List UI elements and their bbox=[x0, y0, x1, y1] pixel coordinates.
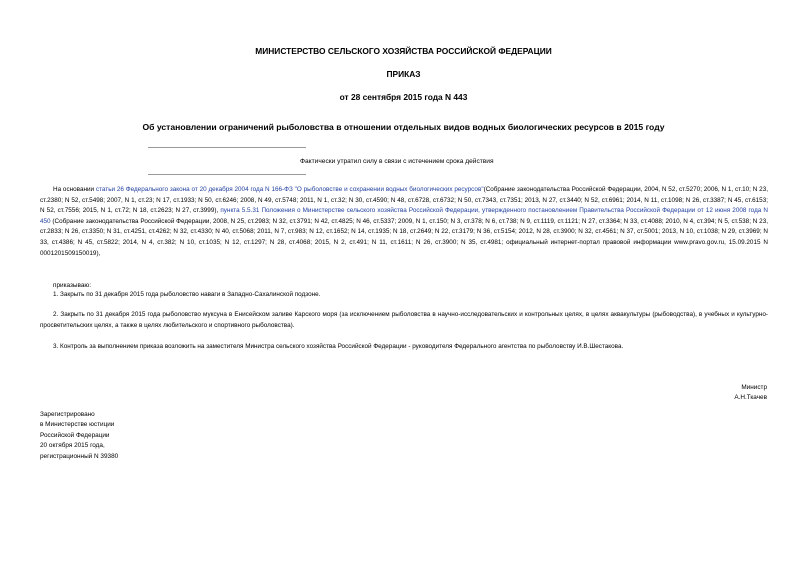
registration-line: Зарегистрировано bbox=[40, 411, 95, 418]
registration-line: регистрационный N 39380 bbox=[40, 452, 119, 460]
preamble-paragraph bbox=[40, 185, 768, 259]
law-article-link[interactable]: статьи 26 Федерального закона от 20 декабря 2004 года N 166-ФЗ "О рыболовстве и сохранении водных биологических ресурсов" bbox=[95, 186, 484, 193]
divider-bottom bbox=[148, 174, 306, 175]
order-word: приказываю: bbox=[53, 282, 91, 289]
preamble-citations-1: (Собрание законодательства Российской Федерации, 2004, N 52, ст.5270; 2006, N 1, ст.10; N 23, ст.2380; N 52, ст.5498; 2007, N 1, ст.23; N 17, ст.1933; N 50, ст.6246; 2008, N 49, ст.5748; 2011, N 1, ст.32; N 30, ст.4590; N 48, ст.6728, ст.6732; N 50, ст.7343, ст.7351; 2013, N 27, ст.3440; N 52, ст.6961; 2014, N 11, ст.1098; N 26, ст.3387; N 45, ст.6153; N 52, ст.7556; 2015, N 1, ст.72; N 18, ст.2623; N 27, ст.3999), bbox=[40, 186, 768, 215]
document-date-number: от 28 сентября 2015 года N 443 bbox=[339, 92, 468, 102]
regulation-link[interactable]: пункта 5.5.31 Положения о Министерстве сельского хозяйства Российской Федерации, утвержденного постановлением Правительства Российской Федерации от 12 июня 2008 года N 450 bbox=[40, 207, 768, 225]
order-item-3: 3. Контроль за выполнением приказа возложить на заместителя Министра сельского хозяйства Российской Федерации - руководителя Федерального агентства по рыболовству И.В.Шестакова. bbox=[53, 343, 624, 350]
preamble-lead: На основании bbox=[53, 186, 96, 193]
ministry-heading: МИНИСТЕРСТВО СЕЛЬСКОГО ХОЗЯЙСТВА РОССИЙСКОЙ ФЕДЕРАЦИИ bbox=[255, 46, 552, 56]
status-note: Фактически утратил силу в связи с истечением срока действия bbox=[300, 158, 494, 165]
registration-line: в Министерстве юстиции bbox=[40, 421, 115, 429]
registration-line: 20 октября 2015 года, bbox=[40, 442, 105, 450]
order-item-1: 1. Закрыть по 31 декабря 2015 года рыболовство наваги в Западно-Сахалинской подзоне. bbox=[53, 291, 321, 298]
document-title: Об установлении ограничений рыболовства в отношении отдельных видов водных биологических ресурсов в 2015 году bbox=[142, 122, 665, 132]
signature-block bbox=[734, 383, 767, 403]
preamble-citations-2: (Собрание законодательства Российской Федерации, 2008, N 25, ст.2983; N 32, ст.3791; N 42, ст.4825; N 46, ст.5337; 2009, N 1, ст.150; N 3, ст.378; N 6, ст.738; N 9, ст.1119, ст.1121; N 27, ст.3364; N 33, ст.4088; 2010, N 4, ст.394; N 5, ст.538; N 23, ст.2833; N 26, ст.3350; N 31, ст.4251, ст.4262; N 32, ст.4330; N 40, ст.5068; 2011, N 7, ст.983; N 12, ст.1652; N 14, ст.1935; N 18, ст.2649; N 22, ст.3179; N 36, ст.5154; 2012, N 28, ст.3900; N 32, ст.4561; N 37, ст.5001; 2013, N 10, ст.1038; N 29, ст.3969; N 33, ст.4386; N 45, ст.5822; 2014, N 4, ст.382; N 10, ст.1035; N 12, ст.1297; N 28, ст.4068; 2015, N 2, ст.491; N 11, ст.1611; N 26, ст.3900; N 35, ст.4981; официальный интернет-портал правовой информации www.pravo.gov.ru, 15.09.2015 N 0001201509150019), bbox=[40, 217, 768, 257]
divider-top bbox=[148, 147, 306, 148]
signature-position: Министр bbox=[741, 384, 767, 391]
registration-line: Российской Федерации bbox=[40, 431, 110, 439]
signature-name: А.Н.Ткачев bbox=[734, 394, 767, 402]
registration-block bbox=[40, 410, 118, 462]
document-type: ПРИКАЗ bbox=[386, 69, 421, 79]
order-item-2: 2. Закрыть по 31 декабря 2015 года рыболовство муксуна в Енисейском заливе Карского моря (за исключением рыболовства в научно-исследовательских и контрольных целях, в целях аквакультуры (рыбоводства), в учебных и культурно-просветительских целях, а также в целях любительского и спортивного рыболовства). bbox=[40, 311, 768, 329]
